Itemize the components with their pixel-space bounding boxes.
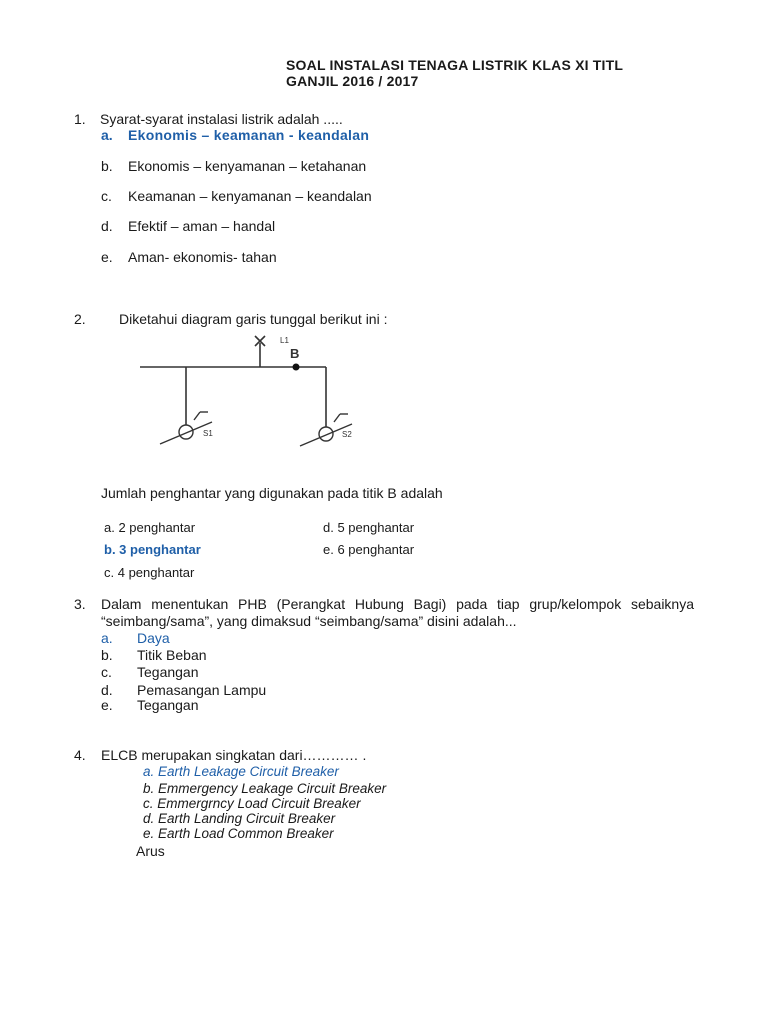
option-text: d. Earth Landing Circuit Breaker — [143, 811, 336, 826]
single-line-diagram — [130, 330, 370, 460]
option-text: e. Earth Load Common Breaker — [143, 826, 334, 841]
option-letter: c. — [101, 188, 112, 204]
option-text-answer: b. 3 penghantar — [104, 542, 201, 557]
option-text: c. Emmergrncy Load Circuit Breaker — [143, 796, 361, 811]
node-b — [293, 364, 300, 371]
option-text: Ekonomis – kenyamanan – ketahanan — [128, 158, 367, 174]
option-letter: b. — [101, 647, 113, 663]
label-s1: S1 — [203, 429, 213, 438]
question-text: Diketahui diagram garis tunggal berikut ini : — [119, 311, 388, 327]
option-text: e. 6 penghantar — [323, 542, 415, 557]
option-text-answer: Daya — [137, 630, 170, 646]
option-letter: a. — [101, 630, 113, 646]
label-l1: L1 — [280, 336, 289, 345]
label-s2: S2 — [342, 430, 352, 439]
option-letter: b. — [101, 158, 113, 174]
question-number: 1. — [74, 111, 86, 127]
option-letter: c. — [101, 664, 112, 680]
question-subtext: Jumlah penghantar yang digunakan pada titik B adalah — [101, 485, 443, 501]
question-text: Dalam menentukan PHB (Perangkat Hubung Bagi) pada tiap grup/kelompok sebaiknya “seimbang/sama”, yang dimaksud “seimbang/sama” disini adalah... — [101, 596, 694, 629]
option-text: Aman- ekonomis- tahan — [128, 249, 277, 265]
option-text: Efektif – aman – handal — [128, 218, 276, 234]
question-number: 3. — [74, 596, 86, 612]
option-text: Tegangan — [137, 664, 199, 680]
option-text: Pemasangan Lampu — [137, 682, 267, 698]
option-letter: a. — [101, 127, 113, 143]
option-letter: e. — [101, 697, 113, 713]
option-text: c. 4 penghantar — [104, 565, 195, 580]
page-subtitle: GANJIL 2016 / 2017 — [286, 73, 419, 89]
option-text: b. Emmergency Leakage Circuit Breaker — [143, 781, 387, 796]
option-text: a. 2 penghantar — [104, 520, 196, 535]
question-number: 4. — [74, 747, 86, 763]
option-letter: d. — [101, 682, 113, 698]
option-text: d. 5 penghantar — [323, 520, 415, 535]
question-text: ELCB merupakan singkatan dari………… . — [101, 747, 367, 763]
question-text: Syarat-syarat instalasi listrik adalah ..... — [100, 111, 343, 127]
option-letter: e. — [101, 249, 113, 265]
trailing-text: Arus — [136, 843, 165, 859]
option-text-answer: Ekonomis – keamanan - keandalan — [128, 127, 370, 143]
option-text: Keamanan – kenyamanan – keandalan — [128, 188, 372, 204]
option-text: Titik Beban — [137, 647, 207, 663]
option-text-answer: a. Earth Leakage Circuit Breaker — [143, 764, 339, 779]
page-title: SOAL INSTALASI TENAGA LISTRIK KLAS XI TITL — [286, 57, 624, 73]
option-text: Tegangan — [137, 697, 199, 713]
option-letter: d. — [101, 218, 113, 234]
label-b: B — [290, 346, 300, 361]
question-number: 2. — [74, 311, 86, 327]
